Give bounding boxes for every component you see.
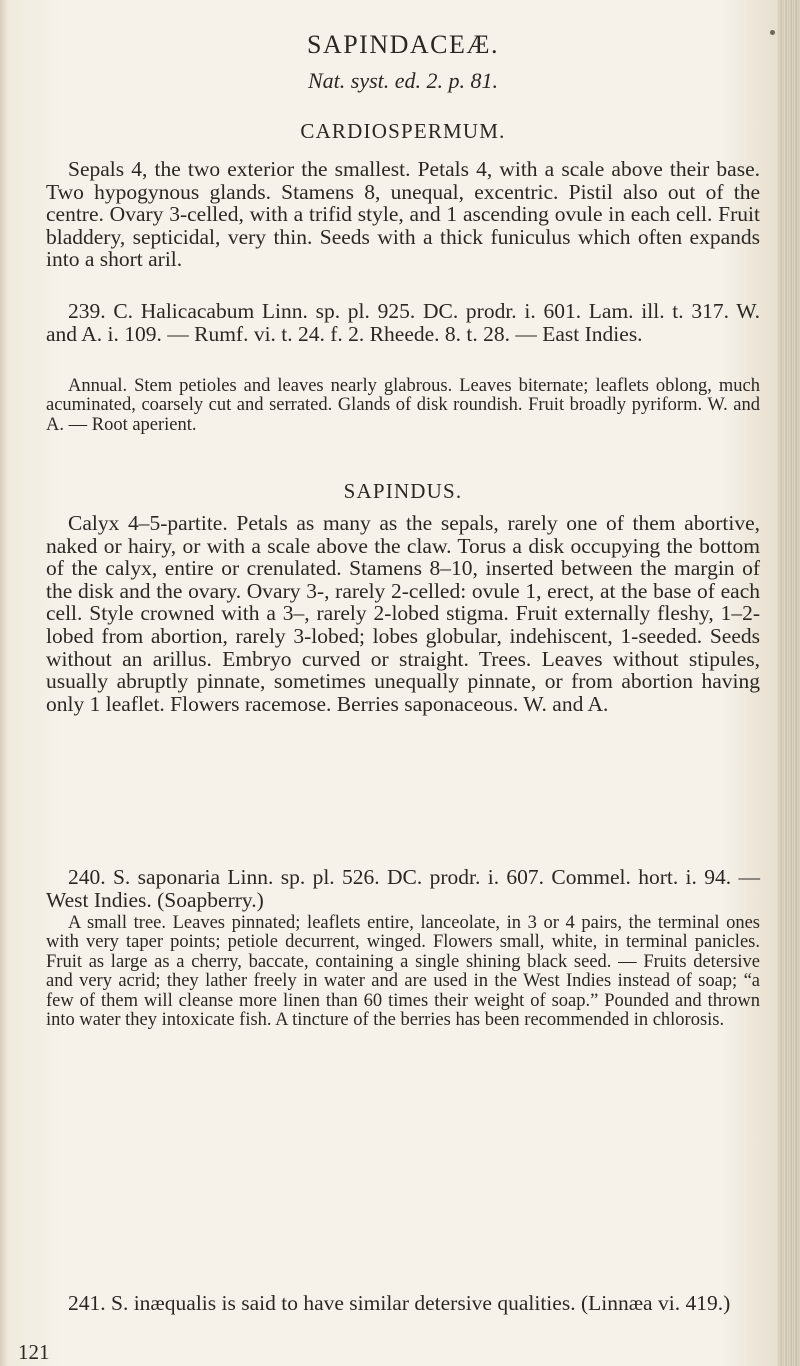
genus-description-cardiospermum: Sepals 4, the two exterior the smallest. Petals 4, with a scale above their base. Two hypogynous glands. Stamens 8, unequal, excentric. Pistil also out of the centre. Ovary 3-celled, with a trifid style, and 1 ascending ovule in each cell. Fruit bladdery, septicidal, very thin. Seeds with a thick funiculus which often expands into a short aril.	[46, 157, 760, 272]
species-notes-saponaria: A small tree. Leaves pinnated; leaflets entire, lanceolate, in 3 or 4 pairs, the terminal ones with very taper points; petiole decurrent, winged. Flowers small, white, in terminal panicles. Fruit as large as a cherry, baccate, containing a single shining black seed. — Fruits detersive and very acrid; they lather freely in water and are used in the West Indies instead of soap; “a few of them will cleanse more linen than 60 times their weight of soap.” Pounded and thrown into water they intoxicate fish. A tincture of the berries has been recommended in chlorosis.	[46, 913, 760, 1031]
species-citation-inaequalis: 241. S. inæqualis is said to have similar detersive qualities. (Linnæa vi. 419.)	[68, 1291, 731, 1315]
page-left-edge	[0, 0, 8, 1366]
genus-heading-sapindus: SAPINDUS.	[343, 479, 463, 503]
species-citation-halicacabum: 239. C. Halicacabum Linn. sp. pl. 925. DC. prodr. i. 601. Lam. ill. t. 317. W. and A. i. 109. — Rumf. vi. t. 24. f. 2. Rheede. 8. t. 28. — East Indies.	[46, 299, 760, 346]
ink-spot	[770, 30, 775, 35]
genus-heading-cardiospermum: CARDIOSPERMUM.	[300, 119, 506, 143]
genus-description-sapindus: Calyx 4–5-partite. Petals as many as the sepals, rarely one of them abortive, naked or hairy, or with a scale above the claw. Torus a disk occupying the bottom of the calyx, entire or crenulated. Stamens 8–10, inserted between the margin of the disk and the ovary. Ovary 3-, rarely 2-celled: ovule 1, erect, at the base of each cell. Style crowned with a 3–, rarely 2-lobed stigma. Fruit externally fleshy, 1–2-lobed from abortion, rarely 3-lobed; lobes globular, indehiscent, 1-seeded. Seeds without an arillus. Embryo curved or straight. Trees. Leaves without stipules, usually abruptly pinnate, sometimes unequally pinnate, or from abortion having only 1 leaflet. Flowers racemose. Berries saponaceous. W. and A.	[46, 511, 760, 716]
page-number: 121	[18, 1340, 50, 1364]
running-head: SAPINDACEÆ.	[306, 30, 500, 59]
page-right-edge	[778, 0, 800, 1366]
species-notes-halicacabum: Annual. Stem petioles and leaves nearly glabrous. Leaves biternate; leaflets oblong, much acuminated, coarsely cut and serrated. Glands of disk roundish. Fruit broadly pyriform. W. and A. — Root aperient.	[46, 376, 760, 435]
source-reference: Nat. syst. ed. 2. p. 81.	[307, 68, 499, 93]
species-citation-saponaria: 240. S. saponaria Linn. sp. pl. 526. DC. prodr. i. 607. Commel. hort. i. 94. — West Indies. (Soapberry.)	[46, 865, 760, 912]
